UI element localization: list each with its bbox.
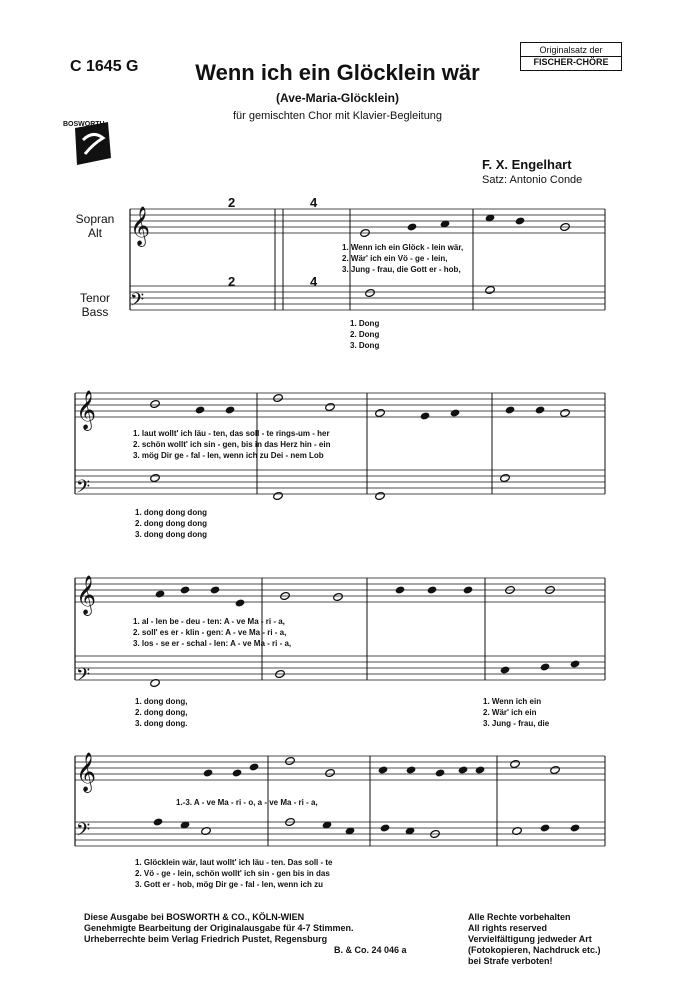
- lyric-line: 1. Wenn ich ein Glöck - lein wär,: [342, 243, 464, 252]
- lyric-line: 3. Jung - frau, die Gott er - hob,: [342, 265, 461, 274]
- note-head: [325, 768, 336, 777]
- lyric-line: 1.-3. A - ve Ma - ri - o, a - ve Ma - ri - a,: [176, 798, 318, 807]
- rights-line: Alle Rechte vorbehalten: [468, 912, 571, 922]
- lyric-line: 1. dong dong dong: [135, 508, 207, 517]
- lyric-line: 3. dong dong dong: [135, 530, 207, 539]
- rights-line: (Fotokopieren, Nachdruck etc.): [468, 945, 601, 955]
- catalog-number: C 1645 G: [70, 58, 139, 75]
- voice-label-tenor: Tenor: [79, 291, 111, 305]
- treble-clef-icon: 𝄞: [76, 390, 97, 430]
- note-head: [273, 393, 284, 402]
- rights-line: Vervielfältigung jedweder Art: [468, 934, 592, 944]
- note-head: [150, 473, 161, 482]
- note-head: [273, 491, 284, 500]
- publisher-line: Urheberrechte beim Verlag Friedrich Pustet, Regensburg: [84, 934, 328, 944]
- note-head: [375, 491, 386, 500]
- note-head: [285, 756, 296, 765]
- bass-clef-icon: 𝄢: [130, 290, 145, 315]
- note-head: [463, 585, 474, 594]
- note-head: [570, 659, 581, 668]
- treble-clef-icon: 𝄞: [76, 575, 97, 615]
- note-head: [535, 405, 546, 414]
- rights-notice: [468, 912, 601, 967]
- note-head: [232, 768, 243, 777]
- treble-clef-icon: 𝄞: [130, 206, 151, 246]
- note-head: [203, 768, 214, 777]
- lyric-line: 3. los - se er - schal - len: A - ve Ma - ri - a,: [133, 639, 292, 648]
- composer: F. X. Engelhart: [482, 157, 572, 172]
- lyric-line: 1. Glöcklein wär, laut wollt' ich läu - ten. Das soll - te: [135, 858, 333, 867]
- treble-clef-icon: 𝄞: [76, 752, 97, 792]
- note-head: [570, 823, 581, 832]
- note-head: [540, 823, 551, 832]
- note-head: [380, 823, 391, 832]
- lyric-line: 2. Vö - ge - lein, schön wollt' ich sin - gen bis in das: [135, 869, 330, 878]
- note-head: [378, 765, 389, 774]
- note-head: [375, 408, 386, 417]
- note-head: [485, 285, 496, 294]
- note-head: [475, 765, 486, 774]
- publisher-line: Genehmigte Bearbeitung der Originalausgabe für 4-7 Stimmen.: [84, 923, 354, 933]
- multirest-number: 4: [310, 195, 318, 210]
- lyric-line: 3. dong dong.: [135, 719, 188, 728]
- badge-line-1: Originalsatz der: [539, 45, 603, 55]
- voice-label-sopran: Sopran: [75, 212, 115, 226]
- note-head: [153, 817, 164, 826]
- multirest-number: 2: [228, 195, 236, 210]
- note-head: [420, 411, 431, 420]
- multirest-number: 4: [310, 274, 318, 289]
- note-head: [450, 408, 461, 417]
- note-head: [540, 662, 551, 671]
- bass-clef-icon: 𝄢: [76, 820, 91, 845]
- note-head: [333, 592, 344, 601]
- note-head: [225, 405, 236, 414]
- lyric-line: 2. dong dong dong: [135, 519, 207, 528]
- lyric-line: 2. dong dong,: [135, 708, 188, 717]
- note-head: [395, 585, 406, 594]
- note-head: [500, 473, 511, 482]
- logo-text: BOSWORTH: [63, 121, 105, 128]
- note-head: [550, 765, 561, 774]
- rights-line: bei Strafe verboten!: [468, 956, 553, 966]
- lyric-line: 2. schön wollt' ich sin - gen, bis in das Herz hin - ein: [133, 440, 331, 449]
- lyric-line: 2. Dong: [350, 330, 380, 339]
- arrangement-note: für gemischten Chor mit Klavier-Begleitung: [232, 110, 443, 122]
- note-head: [560, 408, 571, 417]
- lyric-line: 3. Gott er - hob, mög Dir ge - fal - len, wenn ich zu: [135, 880, 324, 889]
- note-head: [249, 762, 260, 771]
- voice-label-bass: Bass: [81, 305, 109, 319]
- note-head: [510, 759, 521, 768]
- lyric-line: 2. Wär' ich ein Vö - ge - lein,: [342, 254, 448, 263]
- lyric-line: 1. Dong: [350, 319, 380, 328]
- note-head: [155, 589, 166, 598]
- note-head: [365, 288, 376, 297]
- lyric-line: 1. laut wollt' ich läu - ten, das soll - te rings-um - her: [133, 429, 330, 438]
- lyric-line: 1. Wenn ich ein: [483, 697, 542, 706]
- note-head: [406, 765, 417, 774]
- song-title: Wenn ich ein Glöcklein wär: [195, 60, 480, 85]
- note-head: [505, 405, 516, 414]
- note-head: [500, 665, 511, 674]
- note-head: [195, 405, 206, 414]
- plate-number: B. & Co. 24 046 a: [334, 945, 407, 955]
- arranger: Satz: Antonio Conde: [482, 174, 583, 186]
- note-head: [235, 598, 246, 607]
- multirest-number: 2: [228, 274, 236, 289]
- note-head: [210, 585, 221, 594]
- notes: [150, 213, 581, 838]
- note-head: [325, 402, 336, 411]
- note-head: [435, 768, 446, 777]
- publisher-info: [84, 912, 407, 956]
- note-head: [515, 216, 526, 225]
- lyric-line: 1. dong dong,: [135, 697, 188, 706]
- badge-line-2: FISCHER-CHÖRE: [521, 56, 621, 68]
- bass-clef-icon: 𝄢: [76, 665, 91, 690]
- bass-clef-icon: 𝄢: [76, 477, 91, 502]
- lyric-line: 2. soll' es er - klin - gen: A - ve Ma - ri - a,: [133, 628, 287, 637]
- song-subtitle: (Ave-Maria-Glöcklein): [276, 91, 399, 105]
- note-head: [180, 585, 191, 594]
- lyric-line: 3. Jung - frau, die: [483, 719, 550, 728]
- note-head: [150, 399, 161, 408]
- note-head: [458, 765, 469, 774]
- lyric-line: 3. mög Dir ge - fal - len, wenn ich zu Dei - nem Lob: [133, 451, 324, 460]
- lyric-line: 3. Dong: [350, 341, 380, 350]
- note-head: [407, 222, 418, 231]
- lyric-line: 2. Wär' ich ein: [483, 708, 537, 717]
- publisher-line: Diese Ausgabe bei BOSWORTH & CO., KÖLN-WIEN: [84, 912, 305, 922]
- rights-line: All rights reserved: [468, 923, 548, 933]
- lyric-line: 1. al - len be - deu - ten: A - ve Ma - ri - a,: [133, 617, 285, 626]
- voice-label-alt: Alt: [87, 226, 102, 240]
- note-head: [427, 585, 438, 594]
